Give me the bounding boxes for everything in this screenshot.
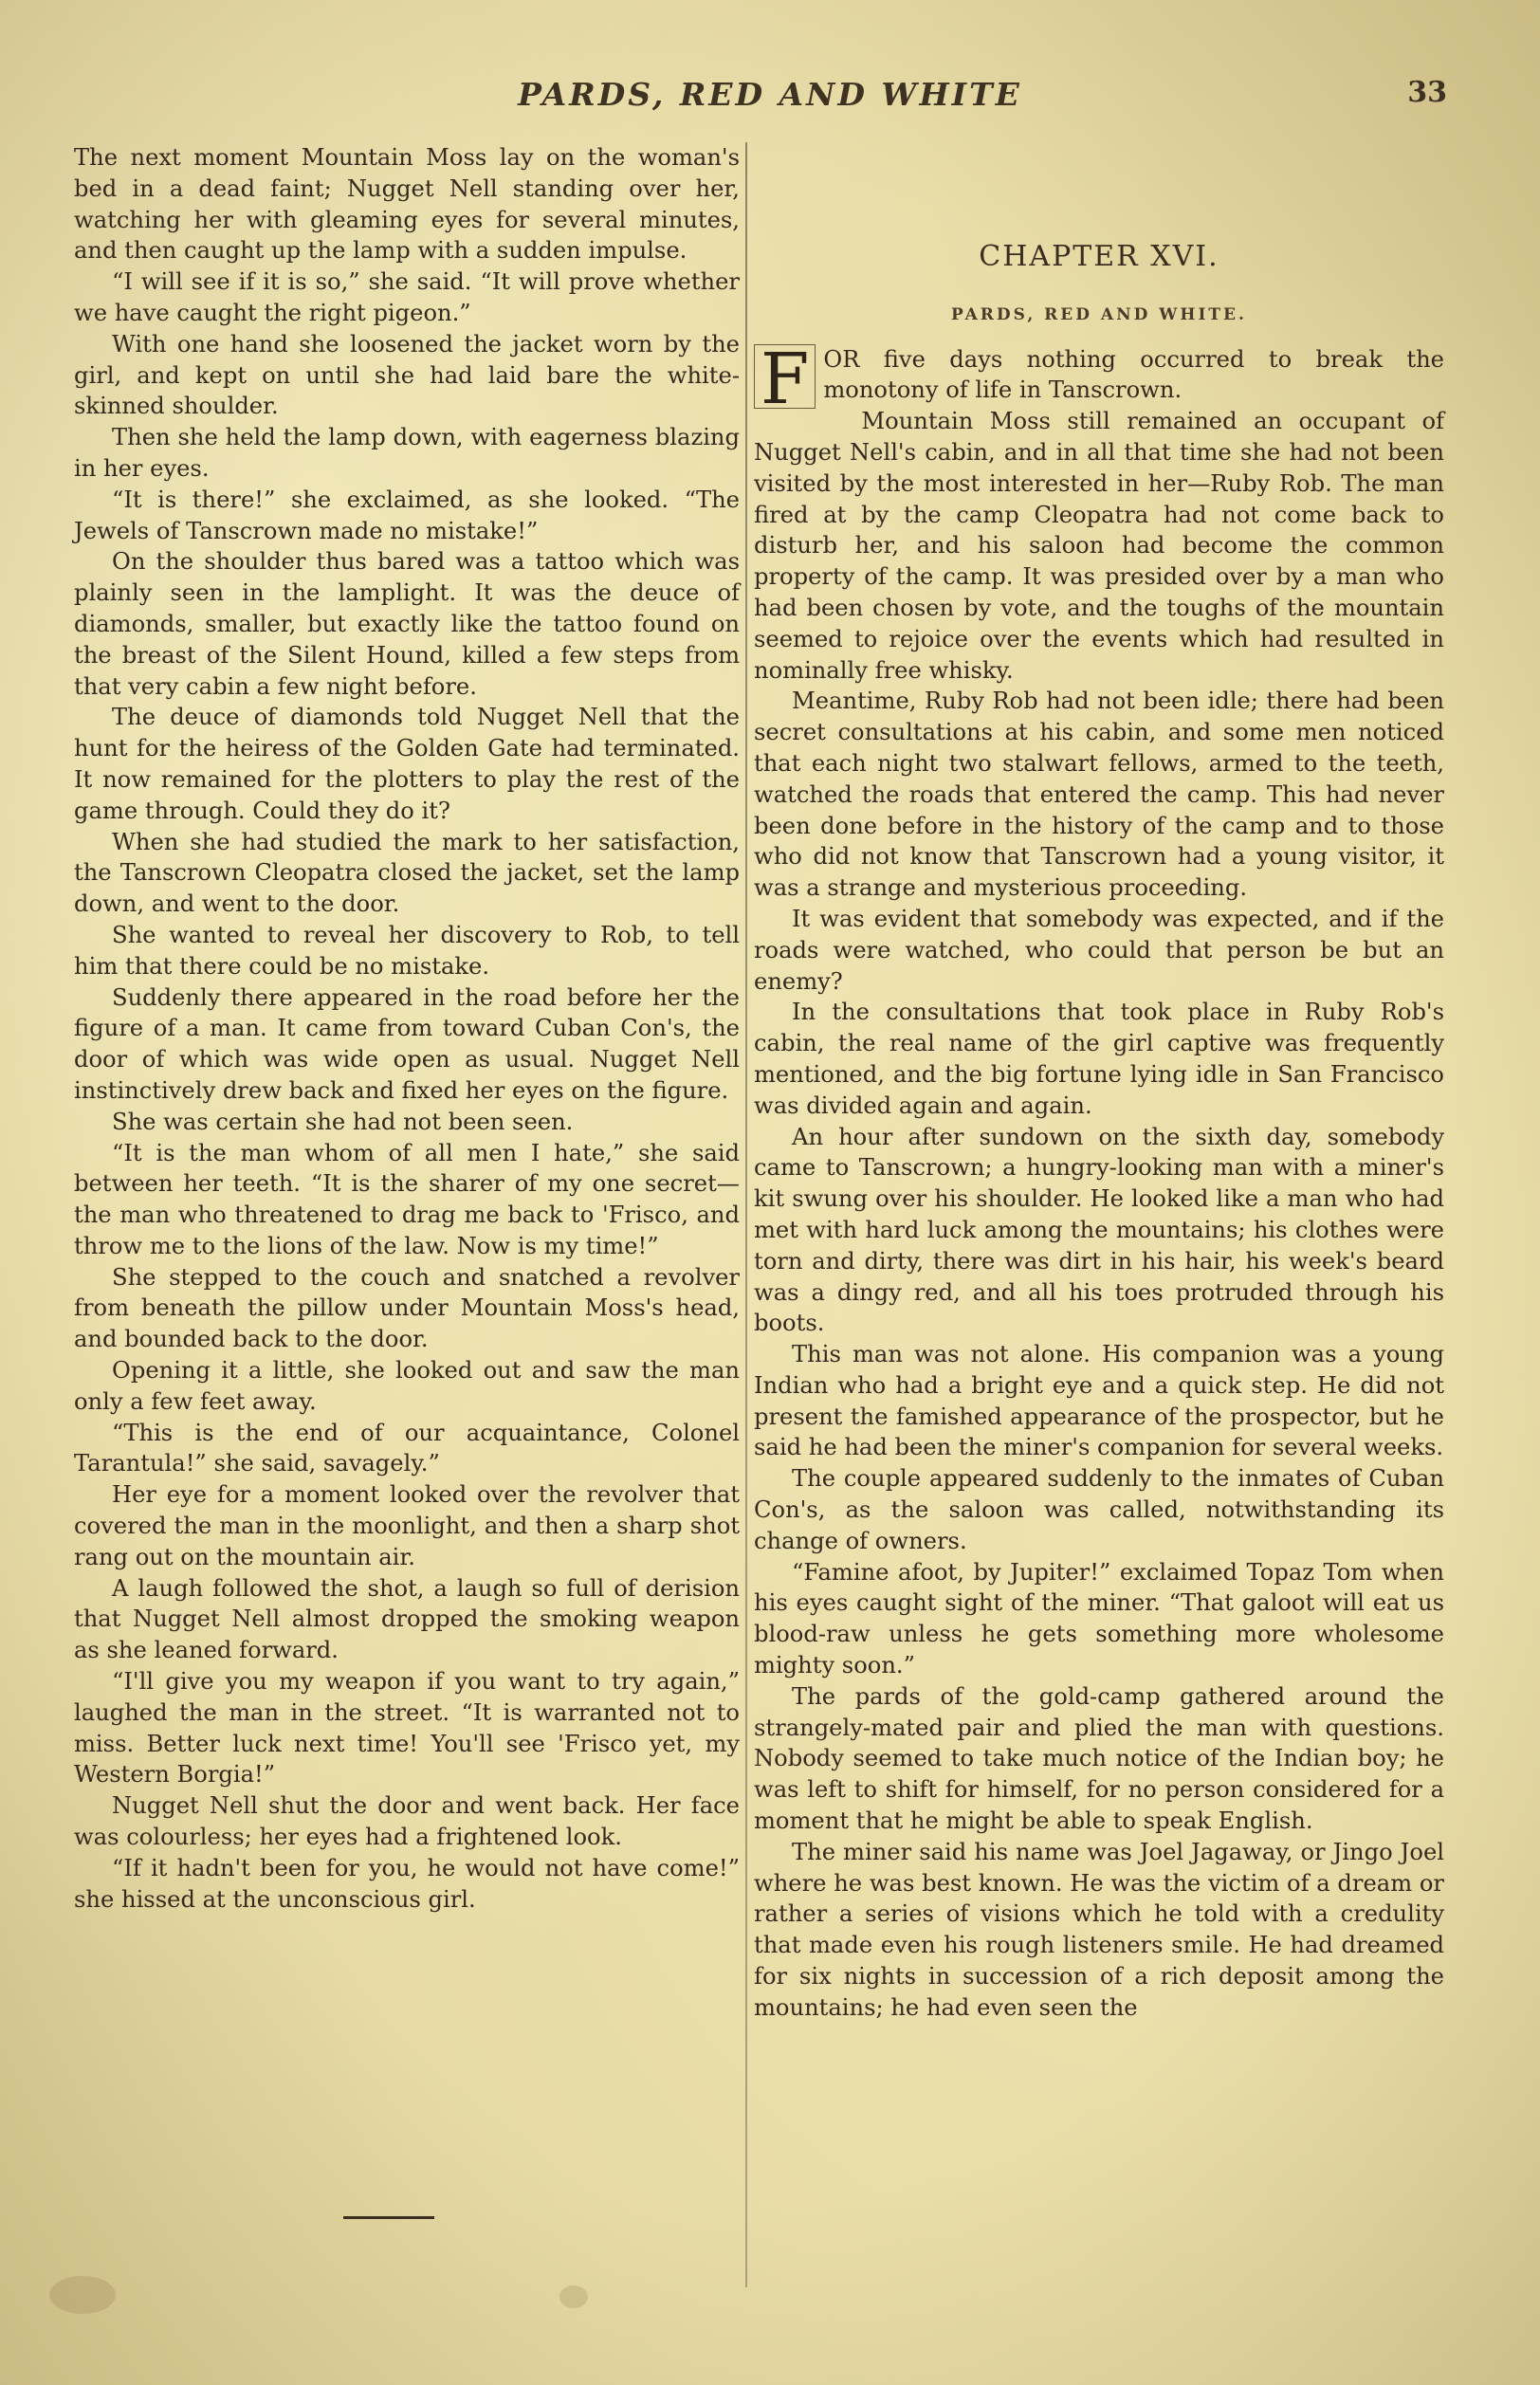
page-number: 33 [1407,76,1447,109]
section-end-rule [343,2216,434,2219]
paragraph: With one hand she loosened the jacket worn by the girl, and kept on until she had laid bare the white-skinned shoulder. [74,330,740,420]
drop-cap: F [754,344,816,409]
paragraph: She was certain she had not been seen. [112,1108,574,1135]
paragraph: She wanted to reveal her discovery to Rob, to tell him that there could be no mistake. [74,921,740,980]
paragraph: “Famine afoot, by Jupiter!” exclaimed Topaz Tom when his eyes caught sight of the miner. “That galoot will eat us blood-raw unless he gets something more wholesome mighty soon.” [754,1558,1444,1679]
paragraph: “This is the end of our acquaintance, Colonel Tarantula!” she said, savagely.” [74,1419,740,1477]
paragraph: “I will see if it is so,” she said. “It will prove whether we have caught the right pigeon.” [74,268,740,326]
paragraph: Meantime, Ruby Rob had not been idle; there had been secret consultations at his cabin, and some men noticed that each night two stalwart fellows, armed to the teeth, watched the roads that entered the camp. This had never been done before in the history of the camp and to those who did not know that Tanscrown had a young visitor, it was a strange and mysterious proceeding. [754,688,1444,902]
paragraph: A laugh followed the shot, a laugh so full of derision that Nugget Nell almost dropped the smoking weapon as she leaned forward. [74,1574,740,1664]
chapter-opening-paragraph [754,338,1444,420]
paragraph: It was evident that somebody was expected, and if the roads were watched, who could that person be but an enemy? [754,905,1444,995]
paragraph: The miner said his name was Joel Jagaway, or Jingo Joel where he was best known. He was the victim of a dream or rather a series of visions which he told with a credulity that made even his rough listeners smile. He had dreamed for six nights in succession of a rich deposit among the mountains; he had even seen the [754,1838,1444,2021]
paragraph: “I'll give you my weapon if you want to try again,” laughed the man in the street. “It is warranted not to miss. Better luck next time! You'll see 'Frisco yet, my Western Borgia!” [74,1668,740,1789]
paragraph: Opening it a little, she looked out and saw the man only a few feet away. [74,1357,740,1415]
paragraph: Then she held the lamp down, with eagerness blazing in her eyes. [74,424,740,482]
paragraph: On the shoulder thus bared was a tattoo which was plainly seen in the lamplight. It was the deuce of diamonds, smaller, but exactly like the tattoo found on the breast of the Silent Hound, killed a few steps from that very cabin a few night before. [74,548,740,700]
paragraph: Her eye for a moment looked over the revolver that covered the man in the moonlight, and then a sharp shot rang out on the mountain air. [74,1481,740,1570]
left-column [74,142,740,1915]
opening-text: OR five days nothing occurred to break the monotony of life in Tanscrown. [823,345,1444,404]
paragraph: The couple appeared suddenly to the inmates of Cuban Con's, as the saloon was called, notwithstanding its change of owners. [754,1465,1444,1554]
paper-smudge [49,2276,116,2314]
paper-smudge [559,2285,588,2308]
chapter-subtitle: PARDS, RED AND WHITE. [951,304,1247,324]
running-title: PARDS, RED AND WHITE [518,76,1022,113]
paragraph: The deuce of diamonds told Nugget Nell that the hunt for the heiress of the Golden Gate had terminated. It now remained for the plotters to play the rest of the game through. Could they do it? [74,704,740,824]
right-column [754,142,1444,2024]
paragraph: “It is the man whom of all men I hate,” she said between her teeth. “It is the sharer of my one secret—the man who threatened to drag me back to 'Frisco, and throw me to the lions of the law. Now is my time!” [74,1139,740,1259]
chapter-heading: CHAPTER XVI. [979,240,1219,273]
paragraph: She stepped to the couch and snatched a revolver from beneath the pillow under Mountain Moss's head, and bounded back to the door. [74,1263,740,1353]
paragraph: The next moment Mountain Moss lay on the woman's bed in a dead faint; Nugget Nell standing over her, watching her with gleaming eyes for several minutes, and then caught up the lamp with a sudden impulse. [74,144,740,265]
paragraph: This man was not alone. His companion was a young Indian who had a bright eye and a quick step. He did not present the famished appearance of the prospector, but he said he had been the miner's companion for several weeks. [754,1341,1444,1461]
paragraph: “It is there!” she exclaimed, as she looked. “The Jewels of Tanscrown made no mistake!” [74,486,740,544]
paragraph: Suddenly there appeared in the road before her the figure of a man. It came from toward Cuban Con's, the door of which was wide open as usual. Nugget Nell instinctively drew back and fixed her eyes on the figure. [74,983,740,1104]
paragraph: “If it hadn't been for you, he would not have come!” she hissed at the unconscious girl. [74,1854,740,1913]
paragraph: Nugget Nell shut the door and went back. Her face was colourless; her eyes had a frightened look. [74,1792,740,1851]
paragraph: An hour after sundown on the sixth day, somebody came to Tanscrown; a hungry-looking man with a miner's kit swung over his shoulder. He looked like a man who had met with hard luck among the mountains; his clothes were torn and dirty, there was dirt in his hair, his week's beard was a dingy red, and all his toes protruded through his boots. [754,1123,1444,1337]
paragraph: The pards of the gold-camp gathered around the strangely-mated pair and plied the man with questions. Nobody seemed to take much notice of the Indian boy; he was left to shift for himself, for no person considered for a moment that he might be able to speak English. [754,1682,1444,1835]
column-divider [745,142,747,2287]
paragraph: Mountain Moss still remained an occupant of Nugget Nell's cabin, and in all that time she had not been visited by the most interested in her—Ruby Rob. The man fired at by the camp Cleopatra had not come back to disturb her, and his saloon had become the common property of the camp. It was presided over by a man who had been chosen by vote, and the toughs of the mountain seemed to rejoice over the events which had resulted in nominally free whisky. [754,408,1444,684]
paragraph: In the consultations that took place in Ruby Rob's cabin, the real name of the girl captive was frequently mentioned, and the big fortune lying idle in San Francisco was divided again and again. [754,999,1444,1119]
paragraph: When she had studied the mark to her satisfaction, the Tanscrown Cleopatra closed the jacket, set the lamp down, and went to the door. [74,828,740,918]
